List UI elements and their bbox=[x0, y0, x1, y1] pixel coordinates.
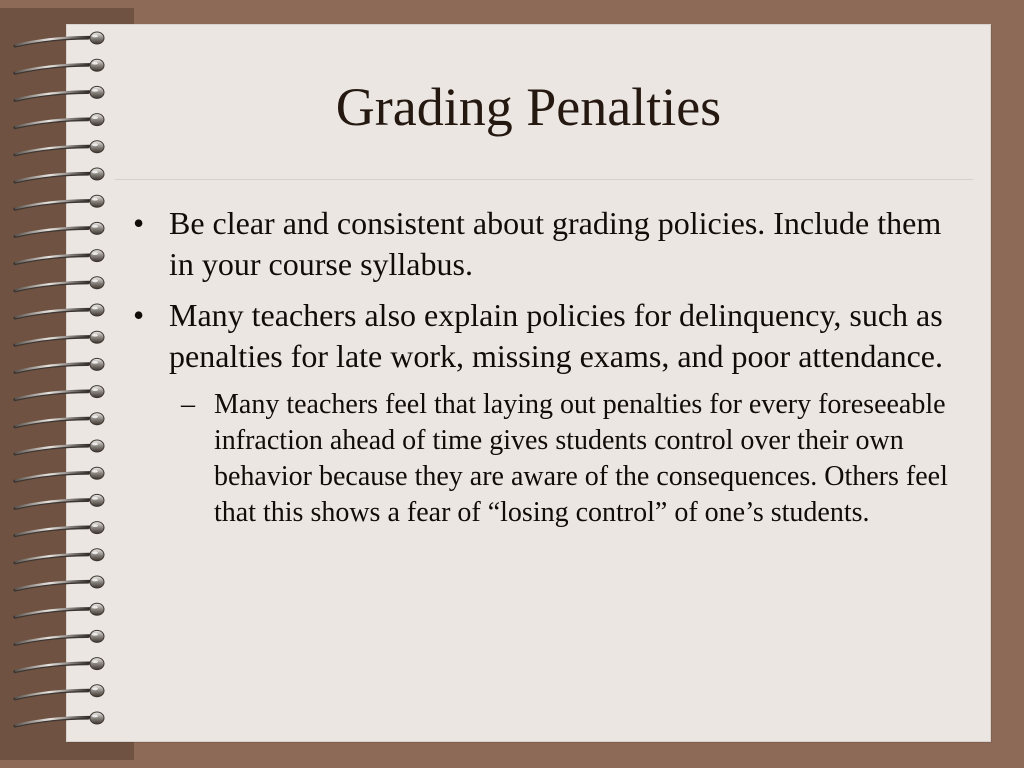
bullet-marker: • bbox=[133, 297, 145, 333]
bullet-text: Many teachers also explain policies for delinquency, such as penalties for late work, missing exams, and poor attendance. bbox=[169, 297, 943, 374]
slide-content bbox=[121, 203, 967, 531]
title-divider bbox=[115, 179, 973, 180]
bullet-item bbox=[121, 203, 967, 285]
bullet-marker: • bbox=[133, 205, 145, 241]
notebook-page bbox=[66, 24, 991, 742]
slide-title: Grading Penalties bbox=[335, 77, 722, 137]
sub-bullet-marker: – bbox=[181, 389, 195, 420]
bullet-text: Be clear and consistent about grading policies. Include them in your course syllabus. bbox=[169, 205, 942, 282]
sub-bullet-text: Many teachers feel that laying out penalties for every foreseeable infraction ahead of time gives students control over their own behavior because they are aware of the consequences. Others feel that this shows a fear of “losing control” of one’s students. bbox=[214, 389, 948, 528]
bullet-item bbox=[121, 295, 967, 377]
sub-bullet-item bbox=[121, 387, 967, 531]
